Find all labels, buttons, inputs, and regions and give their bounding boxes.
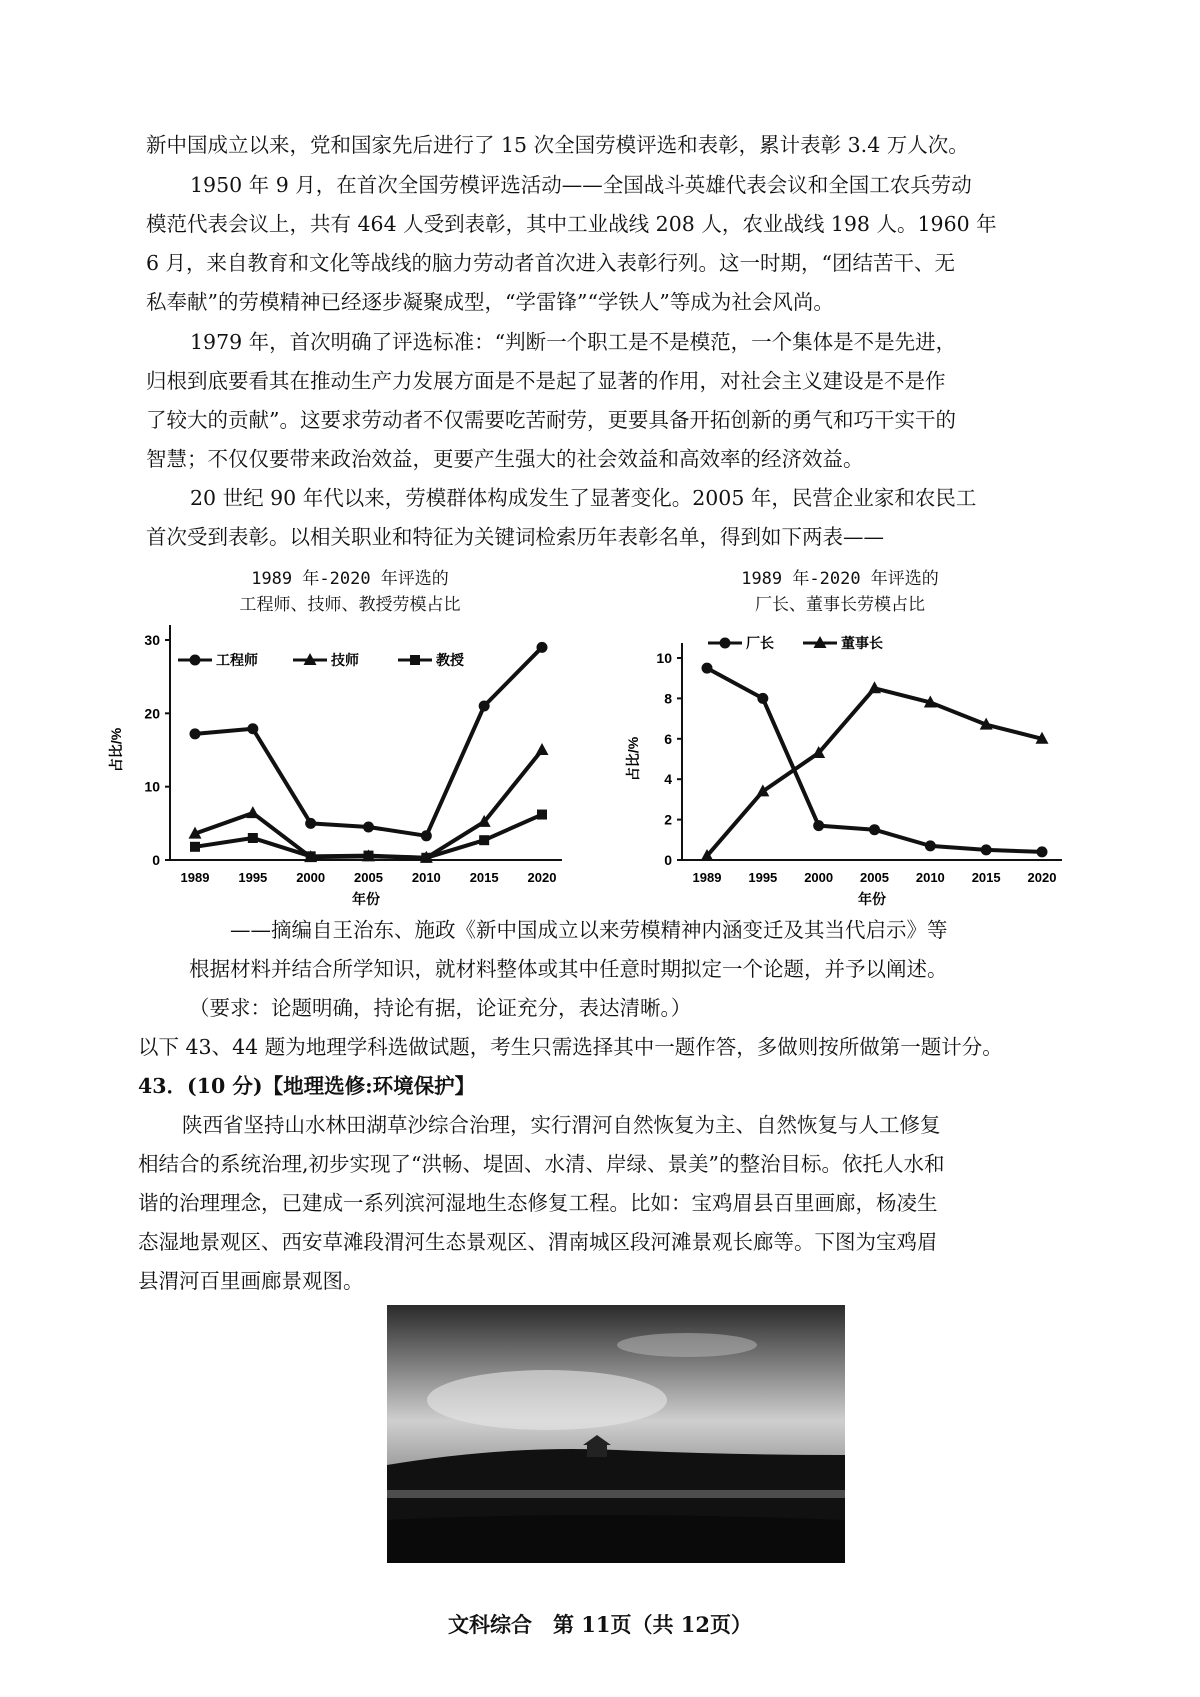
q43-line2: 相结合的系统治理,初步实现了“洪畅、堤固、水清、岸绿、景美”的整治目标。依托人水和 bbox=[138, 1152, 945, 1176]
chart2-title: 1989 年-2020 年评选的 bbox=[741, 569, 939, 589]
data-point bbox=[364, 851, 374, 861]
x-tick-label: 2020 bbox=[1027, 870, 1057, 885]
data-point bbox=[537, 642, 548, 653]
y-tick-label: 6 bbox=[664, 730, 672, 747]
x-tick-label: 2015 bbox=[469, 870, 499, 885]
x-tick-label: 2015 bbox=[971, 870, 1001, 885]
paragraph-intro: 新中国成立以来，党和国家先后进行了 15 次全国劳模评选和表彰，累计表彰 3.4 万人次。 bbox=[146, 133, 969, 157]
y-axis-label: 占比/% bbox=[108, 727, 124, 773]
requirement-text: （要求：论题明确，持论有据，论证充分，表达清晰。） bbox=[189, 996, 692, 1020]
q43-line5: 县渭河百里画廊景观图。 bbox=[138, 1269, 364, 1293]
chart1-title: 1989 年-2020 年评选的 bbox=[251, 569, 449, 589]
data-point bbox=[813, 820, 824, 831]
data-point bbox=[248, 833, 258, 843]
data-point bbox=[537, 810, 547, 820]
instruction-text: 以下 43、44 题为地理学科选做试题，考生只需选择其中一题作答，多做则按所做第一题计分。 bbox=[138, 1035, 1003, 1059]
source-citation: ——摘编自王治东、施政《新中国成立以来劳模精神内涵变迁及其当代启示》等 bbox=[230, 918, 948, 942]
data-point bbox=[190, 842, 200, 852]
paragraph-1979-line4: 智慧；不仅仅要带来政治效益，更要产生强大的社会效益和高效率的经济效益。 bbox=[146, 447, 864, 471]
data-point bbox=[536, 743, 549, 755]
paragraph-1950-line4: 私奉献”的劳模精神已经逐步凝聚成型，“学雷锋”“学铁人”等成为社会风尚。 bbox=[146, 290, 834, 314]
data-point bbox=[421, 830, 432, 841]
legend-marker bbox=[720, 638, 731, 649]
paragraph-1979-line1: 1979 年，首次明确了评选标准：“判断一个职工是不是模范，一个集体是不是先进， bbox=[190, 330, 957, 354]
q43-header: 43．(10 分)【地理选修:环境保护】 bbox=[138, 1074, 476, 1098]
x-tick-label: 1995 bbox=[238, 870, 268, 885]
data-point bbox=[981, 844, 992, 855]
x-tick-label: 1989 bbox=[692, 870, 722, 885]
x-tick-label: 1989 bbox=[180, 870, 210, 885]
legend-marker bbox=[410, 655, 420, 665]
data-point bbox=[363, 822, 374, 833]
data-point bbox=[869, 824, 880, 835]
paragraph-1990s-line1: 20 世纪 90 年代以来，劳模群体构成发生了显著变化。2005 年，民营企业家和农民工 bbox=[190, 486, 977, 510]
x-tick-label: 2010 bbox=[915, 870, 945, 885]
data-point bbox=[247, 723, 258, 734]
y-axis-label: 占比/% bbox=[625, 736, 641, 782]
data-point bbox=[190, 728, 201, 739]
data-point bbox=[479, 701, 490, 712]
data-point bbox=[305, 818, 316, 829]
landscape-photo bbox=[387, 1305, 845, 1563]
data-point bbox=[246, 806, 259, 818]
series-line-2 bbox=[195, 750, 542, 858]
data-point bbox=[306, 851, 316, 861]
page-footer: 文科综合 第 11页（共 12页） bbox=[447, 1612, 753, 1637]
x-tick-label: 1995 bbox=[748, 870, 778, 885]
paragraph-1979-line3: 了较大的贡献”。这要求劳动者不仅需要吃苦耐劳，更要具备开拓创新的勇气和巧干实干的 bbox=[146, 408, 956, 432]
question-text: 根据材料并结合所学知识，就材料整体或其中任意时期拟定一个论题，并予以阐述。 bbox=[189, 957, 948, 981]
legend-label: 技师 bbox=[331, 652, 359, 668]
x-tick-label: 2020 bbox=[527, 870, 557, 885]
data-point bbox=[479, 835, 489, 845]
paragraph-1950-line1: 1950 年 9 月，在首次全国劳模评选活动——全国战斗英雄代表会议和全国工农兵劳动 bbox=[190, 173, 972, 197]
y-tick-label: 4 bbox=[664, 771, 672, 788]
legend-label: 教授 bbox=[436, 652, 464, 668]
legend-label: 工程师 bbox=[216, 652, 258, 668]
x-tick-label: 2000 bbox=[296, 870, 326, 885]
chart-2 bbox=[625, 635, 1062, 907]
q43-line3: 谐的治理理念，已建成一系列滨河湿地生态修复工程。比如：宝鸡眉县百里画廊，杨凌生 bbox=[138, 1191, 938, 1215]
y-tick-label: 30 bbox=[144, 632, 160, 648]
series-line-1 bbox=[195, 647, 542, 835]
x-tick-label: 2000 bbox=[804, 870, 834, 885]
x-axis-label: 年份 bbox=[352, 891, 380, 907]
legend-label: 厂长 bbox=[746, 635, 774, 651]
q43-line1: 陕西省坚持山水林田湖草沙综合治理，实行渭河自然恢复为主、自然恢复与人工修复 bbox=[182, 1113, 941, 1137]
y-tick-label: 10 bbox=[144, 778, 160, 795]
y-tick-label: 2 bbox=[664, 811, 672, 828]
data-point bbox=[702, 663, 713, 674]
chart1-subtitle: 工程师、技师、教授劳模占比 bbox=[239, 595, 461, 615]
data-point bbox=[868, 681, 881, 693]
y-tick-label: 8 bbox=[664, 690, 672, 707]
y-tick-label: 20 bbox=[144, 705, 160, 722]
y-tick-label: 10 bbox=[656, 650, 672, 666]
paragraph-1950-line3: 6 月，来自教育和文化等战线的脑力劳动者首次进入表彰行列。这一时期，“团结苦干、无 bbox=[146, 251, 956, 275]
data-point bbox=[1037, 846, 1048, 857]
data-point bbox=[925, 840, 936, 851]
q43-line4: 态湿地景观区、西安草滩段渭河生态景观区、渭南城区段河滩景观长廊等。下图为宝鸡眉 bbox=[138, 1230, 938, 1254]
paragraph-1979-line2: 归根到底要看其在推动生产力发展方面是不是起了显著的作用，对社会主义建设是不是作 bbox=[146, 369, 946, 393]
legend-label: 董事长 bbox=[841, 635, 883, 651]
x-tick-label: 2005 bbox=[354, 870, 383, 885]
paragraph-1950-line2: 模范代表会议上，共有 464 人受到表彰，其中工业战线 208 人，农业战线 198 人。1960 年 bbox=[146, 212, 997, 236]
data-point bbox=[757, 693, 768, 704]
legend-marker bbox=[190, 655, 201, 666]
y-tick-label: 0 bbox=[152, 852, 160, 868]
data-point bbox=[421, 853, 431, 863]
chart-1 bbox=[108, 625, 562, 907]
x-tick-label: 2010 bbox=[411, 870, 441, 885]
x-axis-label: 年份 bbox=[858, 891, 886, 907]
x-tick-label: 2005 bbox=[860, 870, 889, 885]
y-tick-label: 0 bbox=[664, 852, 672, 868]
paragraph-1990s-line2: 首次受到表彰。以相关职业和特征为关键词检索历年表彰名单，得到如下两表—— bbox=[146, 525, 884, 549]
chart2-subtitle: 厂长、董事长劳模占比 bbox=[755, 595, 925, 615]
